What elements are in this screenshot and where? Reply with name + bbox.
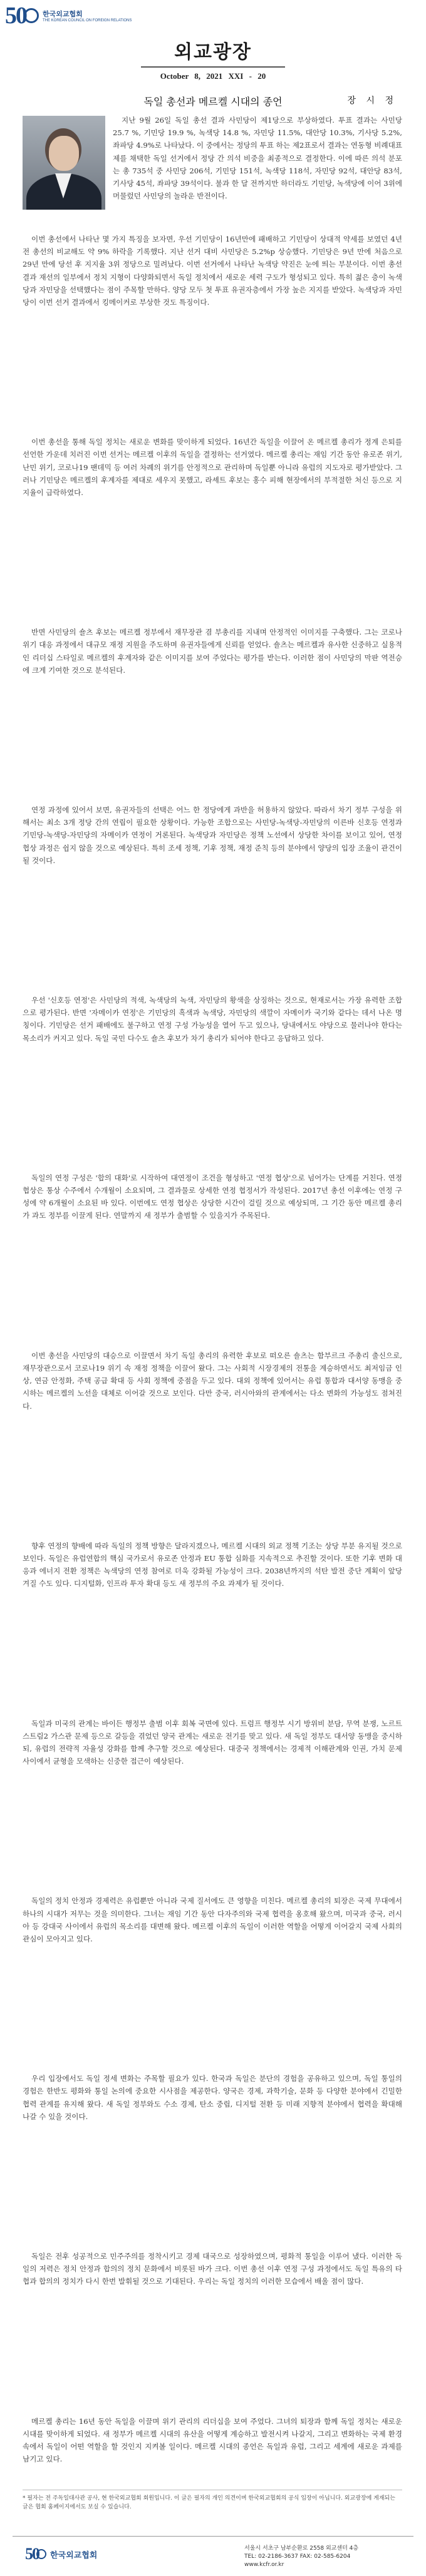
footnote: * 필자는 전 주독일대사관 공사, 현 한국외교협회 회원입니다. 이 글은 필자의 개인 의견이며 한국외교협회의 공식 입장이 아닙니다. 외교광장에 게재되는 글은 협회 홈페이지에서도 보실 수 있습니다. (23, 2490, 402, 2512)
footer-logo-circle-icon (36, 2549, 46, 2559)
body-paragraph: 이번 총선을 사민당의 대승으로 이끌면서 차기 독일 총리의 유력한 후보로 떠오른 숄츠는 함부르크 주총리 출신으로, 재무장관으로서 코로나19 위기 속 재정 정책을 이끌어 왔다. 그는 사회적 시장경제의 전통을 계승하면서도 최저임금 인상, 연금 안정화, 주택 공급 확대 등 사회 정책에 중점을 두고 있다. 대외 정책에 있어서는 유럽 통합과 대서양 동맹을 중시하는 메르켈의 노선을 대체로 이어갈 것으로 보인다. 다만 중국, 러시아와의 관계에서는 다소 변화의 가능성도 점쳐진다. (23, 1351, 402, 1411)
footer-address (244, 2545, 358, 2569)
author-photo (23, 116, 105, 210)
body-paragraph: 우리 입장에서도 독일 정세 변화는 주목할 필요가 있다. 한국과 독일은 분단의 경험을 공유하고 있으며, 독일 통일의 경험은 한반도 평화와 통일 논의에 중요한 시사점을 제공한다. 양국은 경제, 과학기술, 문화 등 다양한 분야에서 긴밀한 협력 관계를 유지해 왔다. 새 독일 정부와도 수소 경제, 탄소 중립, 디지털 전환 등 미래 지향적 분야에서 협력을 확대해 나갈 수 있을 것이다. (23, 2074, 402, 2121)
body-paragraph: 독일과 미국의 관계는 바이든 행정부 출범 이후 회복 국면에 있다. 트럼프 행정부 시기 방위비 분담, 무역 분쟁, 노르트스트림2 가스관 문제 등으로 갈등을 겪었던 양국 관계는 새로운 전기를 맞고 있다. 새 독일 정부도 대서양 동맹을 중시하되, 유럽의 전략적 자율성 강화를 함께 추구할 것으로 예상된다. 대중국 정책에서는 경제적 이해관계와 인권, 가치 문제 사이에서 균형을 모색하는 신중한 접근이 예상된다. (23, 1719, 402, 1766)
masthead (0, 36, 426, 81)
org-logo (5, 4, 132, 28)
footer-org-name: 한국외교협회 (50, 2550, 98, 2560)
body-paragraph: 독일의 연정 구성은 '합의 대화'로 시작하여 대연정이 조건을 형성하고 '연정 협상'으로 넘어가는 단계를 거친다. 연정 협상은 통상 수주에서 수개월이 소요되며, 그 결과물로 상세한 연정 협정서가 작성된다. 2017년 총선 이후에는 연정 구성에 약 6개월이 소요된 바 있다. 이번에도 연정 협상은 상당한 시간이 걸릴 것으로 예상되며, 그 기간 동안 메르켈 총리가 과도 정부를 이끌게 된다. 연말까지 새 정부가 출범할 수 있을지가 주목된다. (23, 1173, 403, 1220)
website-link[interactable]: www.kcfr.or.kr (244, 2562, 284, 2568)
body-paragraph: 우선 '신호등 연정'은 사민당의 적색, 녹색당의 녹색, 자민당의 황색을 상징하는 것으로, 현재로서는 가장 유력한 조합으로 평가된다. 반면 '자메이카 연정'은 기민당의 흑색과 녹색당, 자민당의 색깔이 자메이카 국기와 같다는 데서 나온 명칭이다. 기민당은 선거 패배에도 불구하고 연정 구성 가능성을 열어 두고 있으나, 당내에서도 야당으로 물러나야 한다는 목소리가 커지고 있다. 독일 국민 다수도 숄츠 후보가 차기 총리가 되어야 한다고 응답하고 있다. (23, 996, 402, 1043)
footer-logo (25, 2546, 97, 2562)
body-paragraph: 반면 사민당의 숄츠 후보는 메르켈 정부에서 재무장관 겸 부총리를 지내며 안정적인 이미지를 구축했다. 그는 코로나 위기 대응 과정에서 대규모 재정 지원을 주도하며 유권자들에게 신뢰를 얻었다. 숄츠는 메르켈과 유사한 신중하고 실용적인 리더십 스타일로 메르켈의 후계자와 같은 이미지를 보여 주었다는 평가를 받는다. 이러한 점이 사민당의 막판 역전승에 크게 기여한 것으로 분석된다. (23, 628, 402, 675)
masthead-divider (141, 66, 285, 68)
body-paragraph: 독일의 정치 안정과 경제력은 유럽뿐만 아니라 국제 질서에도 큰 영향을 미친다. 메르켈 총리의 퇴장은 국제 무대에서 하나의 시대가 저무는 것을 의미한다. 그녀는 재임 기간 동안 다자주의와 국제 협력을 옹호해 왔으며, 미국과 중국, 러시아 등 강대국 사이에서 유럽의 목소리를 대변해 왔다. 메르켈 이후의 독일이 이러한 역할을 어떻게 이어갈지 국제 사회의 관심이 모아지고 있다. (23, 1896, 402, 1943)
intro-paragraph: 지난 9월 26일 독일 총선 결과 사민당이 제1당으로 부상하였다. 투표 결과는 사민당 25.7 %, 기민당 19.9 %, 녹색당 14.8 %, 자민당 11.5%, 대안당 10.3%, 기사당 5.2%, 좌파당 4.9%로 나타났다. 이 중에서는 정당의 투표 하는 제2표로서 결과는 연동형 비례대표제를 채택한 독일 선거에서 정당 간 의석 비중을 최종적으로 결정한다. 이에 따른 의석 분포는 총 735석 중 사민당 206석, 기민당 151석, 녹색당 118석, 자민당 92석, 대안당 83석, 기사당 45석, 좌파당 39석이다. 불과 한 달 전까지만 하더라도 기민당, 녹색당에 이어 3위에 머물렀던 사민당의 놀라운 반전이다. (113, 116, 402, 201)
issue-line: October 8, 2021 XXI - 20 (160, 71, 266, 81)
body-paragraph: 이번 총선에서 나타난 몇 가지 특징을 보자면, 우선 기민당이 16년만에 패배하고 기민당이 상대적 약세를 보였던 4년 전 총선의 비교해도 약 9% 하락을 기록했다. 지난 선거 대비 사민당은 5.2%p 상승했다. 기민당은 9년 만에 처음으로 29년 만에 당선 후 지지율 3위 정당으로 밀려났다. 이번 선거에서 나타난 녹색당 약진은 눈에 띄는 부분이다. 이번 총선 결과 재선의 일부에서 정치 지형이 다양화되면서 독일 정치에서 새로운 세력 구도가 형성되고 있다. 특히 젊은 층이 녹색당과 자민당을 선택했다는 점이 주목할 만하다. 양당 모두 첫 투표 유권자층에서 가장 높은 지지를 받았다. 녹색당과 자민당이 이번 선거 결과에서 킹메이커로 부상한 것도 특징이다. (23, 235, 402, 307)
org-name-kor: 한국외교협회 (43, 10, 83, 18)
body-paragraph: 향후 연정의 향배에 따라 독일의 정책 방향은 달라지겠으나, 메르켈 시대의 외교 정책 기조는 상당 부분 유지될 것으로 보인다. 독일은 유럽연합의 핵심 국가로서 유로존 안정과 EU 통합 심화를 지속적으로 추진할 것이다. 또한 기후 변화 대응과 에너지 전환 정책은 녹색당의 연정 참여로 더욱 강화될 가능성이 크다. 2038년까지의 석탄 발전 중단 계획이 앞당겨질 수도 있다. 디지털화, 인프라 투자 확대 등도 새 정부의 주요 과제가 될 것이다. (23, 1541, 402, 1588)
article-title: 독일 총선과 메르켈 시대의 종언 (143, 96, 283, 108)
body-paragraph: 이번 총선을 통해 독일 정치는 새로운 변화를 맞이하게 되었다. 16년간 독일을 이끌어 온 메르켈 총리가 정계 은퇴를 선언한 가운데 치러진 이번 선거는 메르켈 이후의 독일을 결정하는 선거였다. 메르켈 총리는 재임 기간 동안 유로존 위기, 난민 위기, 코로나19 팬데믹 등 여러 차례의 위기를 안정적으로 관리하며 독일뿐 아니라 유럽의 지도자로 평가받았다. 그러나 기민당은 메르켈의 후계자를 제대로 세우지 못했고, 라셰트 후보는 홍수 피해 현장에서의 부적절한 처신 등으로 지지율이 급락하였다. (23, 437, 402, 498)
org-name-eng: THE KOREAN COUNCIL ON FOREIGN RELATIONS (43, 19, 132, 23)
logo-number: 50 (5, 3, 26, 29)
contact-line: TEL: 02-2186-3637 FAX: 02-585-6204 (244, 2553, 351, 2560)
header (0, 0, 426, 80)
article-author: 장 시 정 (347, 96, 397, 106)
footer-divider (13, 2536, 413, 2537)
body-paragraph: 메르켈 총리는 16년 동안 독일을 이끌며 위기 관리의 리더십을 보여 주었다. 그녀의 퇴장과 함께 독일 정치는 새로운 시대를 맞이하게 되었다. 새 정부가 메르켈 시대의 유산을 어떻게 계승하고 발전시켜 나갈지, 그리고 변화하는 국제 환경 속에서 독일이 어떤 역할을 할 것인지 지켜볼 일이다. 메르켈 시대의 종언은 독일과 유럽, 그리고 세계에 새로운 과제를 남기고 있다. (23, 2416, 402, 2464)
article-intro (113, 114, 402, 202)
body-paragraph: 연정 과정에 있어서 보면, 유권자들의 선택은 어느 한 정당에게 과반을 허용하지 않았다. 따라서 차기 정부 구성을 위해서는 최소 3개 정당 간의 연립이 필요한 상황이다. 가능한 조합으로는 사민당-녹색당-자민당의 이른바 신호등 연정과 기민당-녹색당-자민당의 자메이카 연정이 거론된다. 녹색당과 자민당은 정책 노선에서 상당한 차이를 보이고 있어, 연정 협상 과정은 쉽지 않을 것으로 예상된다. 특히 조세 정책, 기후 정책, 재정 준칙 등의 분야에서 양당의 입장 조율이 관건이 될 것이다. (23, 805, 402, 865)
address-line: 서울시 서초구 남부순환로 2558 외교센터 4층 (244, 2545, 359, 2552)
newsletter-title: 외교광장 (174, 41, 252, 63)
footer-logo-number: 50 (25, 2545, 39, 2563)
article-body (23, 233, 402, 2478)
logo-circle-icon (24, 8, 39, 23)
body-paragraph: 독일은 전후 성공적으로 민주주의를 정착시키고 경제 대국으로 성장하였으며, 평화적 통일을 이루어 냈다. 이러한 독일의 저력은 정치 안정과 합의의 정치 문화에서 비롯된 바가 크다. 이번 총선 이후 연정 구성 과정에서도 독일 특유의 타협과 합의의 정치가 다시 한번 발휘될 것으로 기대된다. 우리는 독일 정치의 이러한 모습에서 배울 점이 많다. (23, 2251, 402, 2286)
footer (0, 2536, 426, 2576)
